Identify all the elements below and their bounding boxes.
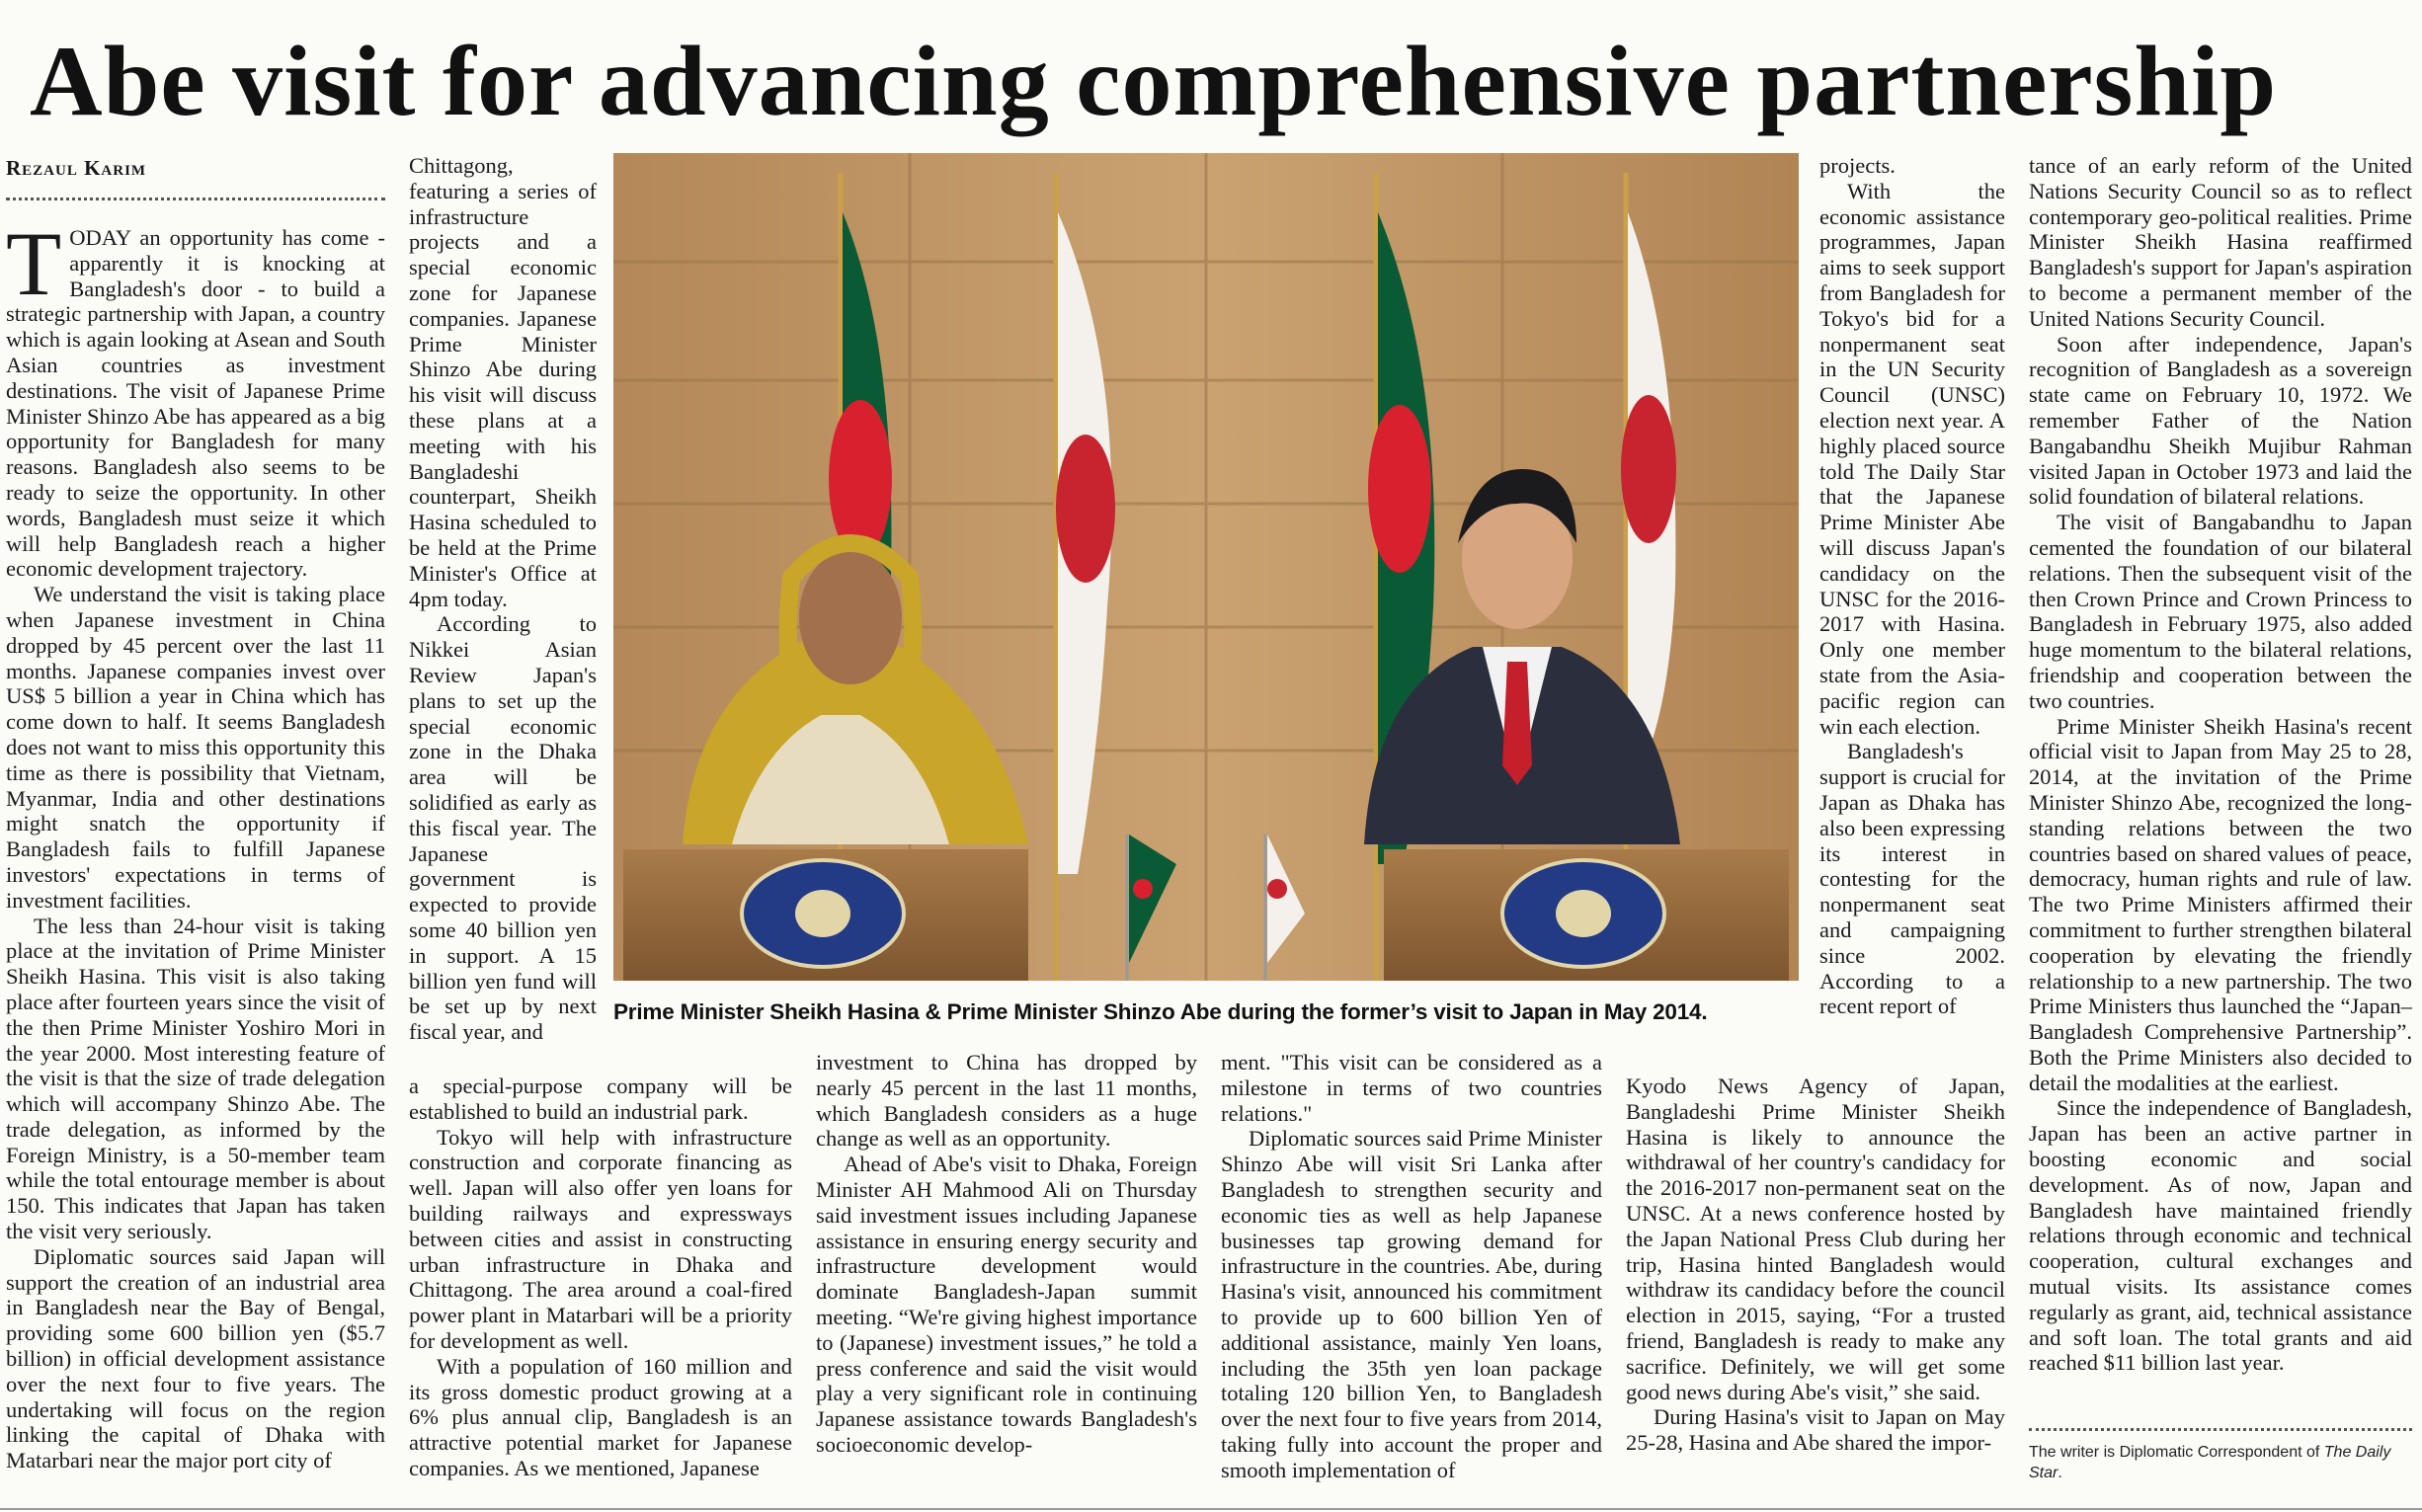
footnote-divider	[2029, 1428, 2412, 1431]
byline: Rezaul Karim	[6, 156, 147, 180]
column-3	[816, 1050, 1197, 1458]
column-2-bottom	[409, 1074, 792, 1481]
byline-divider	[6, 198, 385, 200]
paragraph: Prime Minister Sheikh Hasina's recent official visit to Japan from May 25 to 28, 2014, at the invitation of the Prime Minister Shinzo Abe, recognized the long-standing relations between the two countries based on shared values of peace, democracy, human rights and rule of law. The two Prime Ministers affirmed their commitment to further strengthen bilateral cooperation by elevating the friendly relationship to a new partnership. The two Prime Ministers thus launched the “Japan–Bangladesh Comprehensive Partnership”. Both the Prime Ministers also decided to detail the modalities at the earliest.	[2029, 713, 2412, 1095]
column-1	[6, 213, 385, 1473]
publication-name: The Daily Star	[2029, 1444, 2391, 1481]
lead-paragraph: TODAY an opportunity has come - apparently it is knocking at Bangladesh's door - to build a strategic partnership with Japan, a country which is again looking at Asean and South Asian countries as investment destinations. The visit of Japanese Prime Minister Shinzo Abe has appeared as a big opportunity for Bangladesh for many reasons. Bangladesh also seems to be ready to seize the opportunity. In other words, Bangladesh must seize it which will help Bangladesh reach a higher economic development trajectory.	[6, 213, 385, 582]
paragraph: Diplomatic sources said Japan will support the creation of an industrial area in Bangladesh near the Bay of Bengal, providing some 600 billion yen ($5.7 billion) in official development assistance over the next four to five years. The undertaking will focus on the region linking the capital of Dhaka with Matarbari near the major port city of	[6, 1243, 385, 1473]
author-footnote: The writer is Diplomatic Correspondent of The Daily Star.	[2029, 1444, 2391, 1481]
paragraph: Chittagong, featuring a series of infrastructure projects and a special economic zone for Japanese companies. Japanese Prime Minister Shinzo Abe during his visit will discuss these plans at a meeting with his Bangladeshi counterpart, Sheikh Hasina scheduled to be held at the Prime Minister's Office at 4pm today.	[409, 153, 597, 611]
press-conference-image	[613, 153, 1799, 981]
headline: Abe visit for advancing comprehensive partnership	[30, 26, 2278, 137]
paragraph: With the economic assistance programmes, Japan aims to seek support from Bangladesh for Tokyo's bid for a nonpermanent seat in the UN Security Council (UNSC) election next year. A highly placed source told The Daily Star that the Japanese Prime Minister Abe will discuss Japan's candidacy on the UNSC for the 2016-2017 with Hasina. Only one member state from the Asia-pacific region can win each election.	[1819, 178, 2005, 739]
column-5-top	[1819, 153, 2005, 1019]
drop-cap: T	[6, 213, 62, 314]
paragraph: During Hasina's visit to Japan on May 25-28, Hasina and Abe shared the impor-	[1626, 1404, 2005, 1456]
paragraph: Tokyo will help with infrastructure construction and corporate financing as well. Japan will also offer yen loans for building railways and expressways between cities and assist in constructing urban infrastructure in Dhaka and Chittagong. The area around a coal-fired power plant in Matarbari will be a priority for development as well.	[409, 1124, 792, 1353]
paragraph: Ahead of Abe's visit to Dhaka, Foreign Minister AH Mahmood Ali on Thursday said investment issues including Japanese assistance in ensuring energy security and infrastructure development would dominate Bangladesh-Japan summit meeting. “We're giving highest importance to (Japanese) investment issues,” he told a press conference and said the visit would play a very significant role in continuing Japanese assistance towards Bangladesh's socioeconomic develop-	[816, 1152, 1197, 1457]
paragraph: The less than 24-hour visit is taking place at the invitation of Prime Minister Sheikh Hasina. This visit is also taking place after fourteen years since the visit of the then Prime Minister Yoshiro Mori in the year 2000. Most interesting feature of the visit is that the size of trade delegation which will accompany Shinzo Abe. The trade delegation, as informed by the Foreign Ministry, is a 50-member team while the total entourage member is about 150. This indicates that Japan has taken the visit very seriously.	[6, 913, 385, 1244]
column-5-bottom	[1626, 1074, 2005, 1456]
photo-caption: Prime Minister Sheikh Hasina & Prime Minister Shinzo Abe during the former’s visit to Japan in May 2014.	[613, 999, 1708, 1024]
paragraph: We understand the visit is taking place when Japanese investment in China dropped by 45 percent over the last 11 months. Japanese companies invest over US$ 5 billion a year in China which has come down to half. It seems Bangladesh does not want to miss this opportunity this time as there is possibility that Vietnam, Myanmar, India and other destinations might snatch the opportunity if Bangladesh fails to fulfill Japanese investors' expectations in terms of investment facilities.	[6, 582, 385, 913]
paragraph: ment. "This visit can be considered as a milestone in terms of two countries relations."	[1221, 1050, 1602, 1126]
paragraph: projects.	[1819, 153, 1896, 178]
paragraph: Kyodo News Agency of Japan, Bangladeshi Prime Minister Sheikh Hasina is likely to announce the withdrawal of her country's candidacy for the 2016-2017 non-permanent seat on the UNSC. At a news conference hosted by the Japan National Press Club during her trip, Hasina hinted Bangladesh would withdraw its candidacy before the council election in 2015, saying, “For a trusted friend, Bangladesh is ready to make any sacrifice. Definitely, we will get some good news during Abe's visit,” she said.	[1626, 1074, 2005, 1404]
paragraph: The visit of Bangabandhu to Japan cemented the foundation of our bilateral relations. Then the subsequent visit of the then Crown Prince and Crown Princess to Bangladesh in February 1975, also added huge momentum to the bilateral relations, friendship and cooperation between the two countries.	[2029, 510, 2412, 713]
paragraph: investment to China has dropped by nearly 45 percent in the last 11 months, which Bangladesh considers as a huge change as well as an opportunity.	[816, 1050, 1197, 1152]
bottom-rule	[0, 1508, 2422, 1510]
paragraph: Diplomatic sources said Prime Minister Shinzo Abe will visit Sri Lanka after Bangladesh to strengthen security and economic ties as well as help Japanese businesses tap growing demand for infrastructure in the countries. Abe, during Hasina's visit, announced his commitment to provide up to 600 billion Yen of additional assistance, mainly Yen loans, including the 35th yen loan package totaling 120 billion Yen, to Bangladesh over the next four to five years from 2014, taking fully into account the proper and smooth implementation of	[1221, 1126, 1602, 1482]
paragraph: tance of an early reform of the United Nations Security Council so as to reflect contemporary geo-political realities. Prime Minister Sheikh Hasina reaffirmed Bangladesh's support for Japan's aspiration to become a permanent member of the United Nations Security Council.	[2029, 153, 2412, 331]
column-6	[2029, 153, 2412, 1376]
paragraph: Bangladesh's support is crucial for Japan as Dhaka has also been expressing its interest in contesting for the nonpermanent seat and campaigning since 2002. According to a recent report of	[1819, 739, 2005, 1019]
paragraph: Soon after independence, Japan's recognition of Bangladesh as a sovereign state came on February 10, 1972. We remember Father of the Nation Bangabandhu Sheikh Mujibur Rahman visited Japan in October 1973 and laid the solid foundation of bilateral relations.	[2029, 331, 2412, 510]
paragraph: With a population of 160 million and its gross domestic product growing at a 6% plus annual clip, Bangladesh is an attractive potential market for Japanese companies. As we mentioned, Japanese	[409, 1353, 792, 1480]
paragraph: According to Nikkei Asian Review Japan's plans to set up the special economic zone in the Dhaka area will be solidified as early as this fiscal year. The Japanese government is expected to provide some 40 billion yen in support. A 15 billion yen fund will be set up by next fiscal year, and	[409, 611, 597, 1045]
paragraph: a special-purpose company will be established to build an industrial park.	[409, 1074, 792, 1124]
podium-left	[623, 849, 1028, 981]
paragraph: Since the independence of Bangladesh, Japan has been an active partner in boosting economic and social development. As of now, Japan and Bangladesh have maintained friendly relations through economic and technical cooperation, cultural exchanges and mutual visits. Its assistance comes regularly as grant, aid, technical assistance and soft loan. The total grants and aid reached $11 billion last year.	[2029, 1095, 2412, 1376]
podium-right	[1384, 849, 1789, 981]
column-4	[1221, 1050, 1602, 1483]
column-2-top	[409, 153, 597, 1045]
news-photo	[613, 153, 1799, 981]
